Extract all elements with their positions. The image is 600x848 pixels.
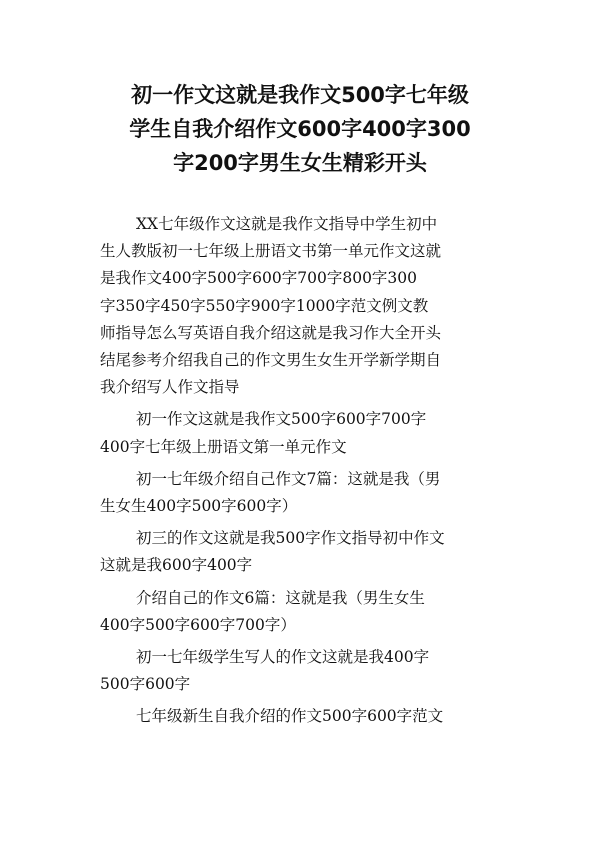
paragraph [100,525,500,579]
title-line: 学生自我介绍作文600字400字300 [129,117,471,141]
paragraph-line: 初一作文这就是我作文500字600字700字 [136,410,427,429]
paragraph-line: 400字七年级上册语文第一单元作文 [100,437,347,456]
paragraph-line: XX七年级作文这就是我作文指导中学生初中 [136,215,438,233]
paragraph-line: 生女生400字500字600字） [100,497,298,516]
paragraph [100,406,500,460]
paragraph-line: 生人教版初一七年级上册语文书第一单元作文这就 [100,242,442,261]
paragraph [100,466,500,520]
paragraph-line: 初一七年级学生写人的作文这就是我400字 [136,648,430,667]
paragraph [100,211,500,401]
document-title [90,78,510,180]
paragraph-line: 我介绍写人作文指导 [100,378,240,397]
paragraph-line: 结尾参考介绍我自己的作文男生女生开学新学期自 [100,351,442,370]
paragraph-line: 字350字450字550字900字1000字范文例文教 [100,296,429,315]
paragraph-line: 这就是我600字400字 [100,556,253,575]
title-line: 字200字男生女生精彩开头 [173,151,427,175]
paragraph [100,644,500,698]
paragraph-line: 师指导怎么写英语自我介绍这就是我习作大全开头 [100,323,442,342]
paragraph-line: 初一七年级介绍自己作文7篇：这就是我（男 [136,469,441,488]
paragraph-line: 初三的作文这就是我500字作文指导初中作文 [136,529,445,548]
paragraph-line: 介绍自己的作文6篇：这就是我（男生女生 [136,588,425,607]
document-body [100,211,500,736]
paragraph-line: 500字600字 [100,675,191,694]
paragraph-line: 七年级新生自我介绍的作文500字600字范文 [136,707,444,726]
paragraph [100,703,500,730]
paragraph [100,585,500,639]
title-line: 初一作文这就是我作文500字七年级 [131,83,469,107]
paragraph-line: 是我作文400字500字600字700字800字300 [100,269,418,288]
paragraph-line: 400字500字600字700字） [100,615,296,634]
